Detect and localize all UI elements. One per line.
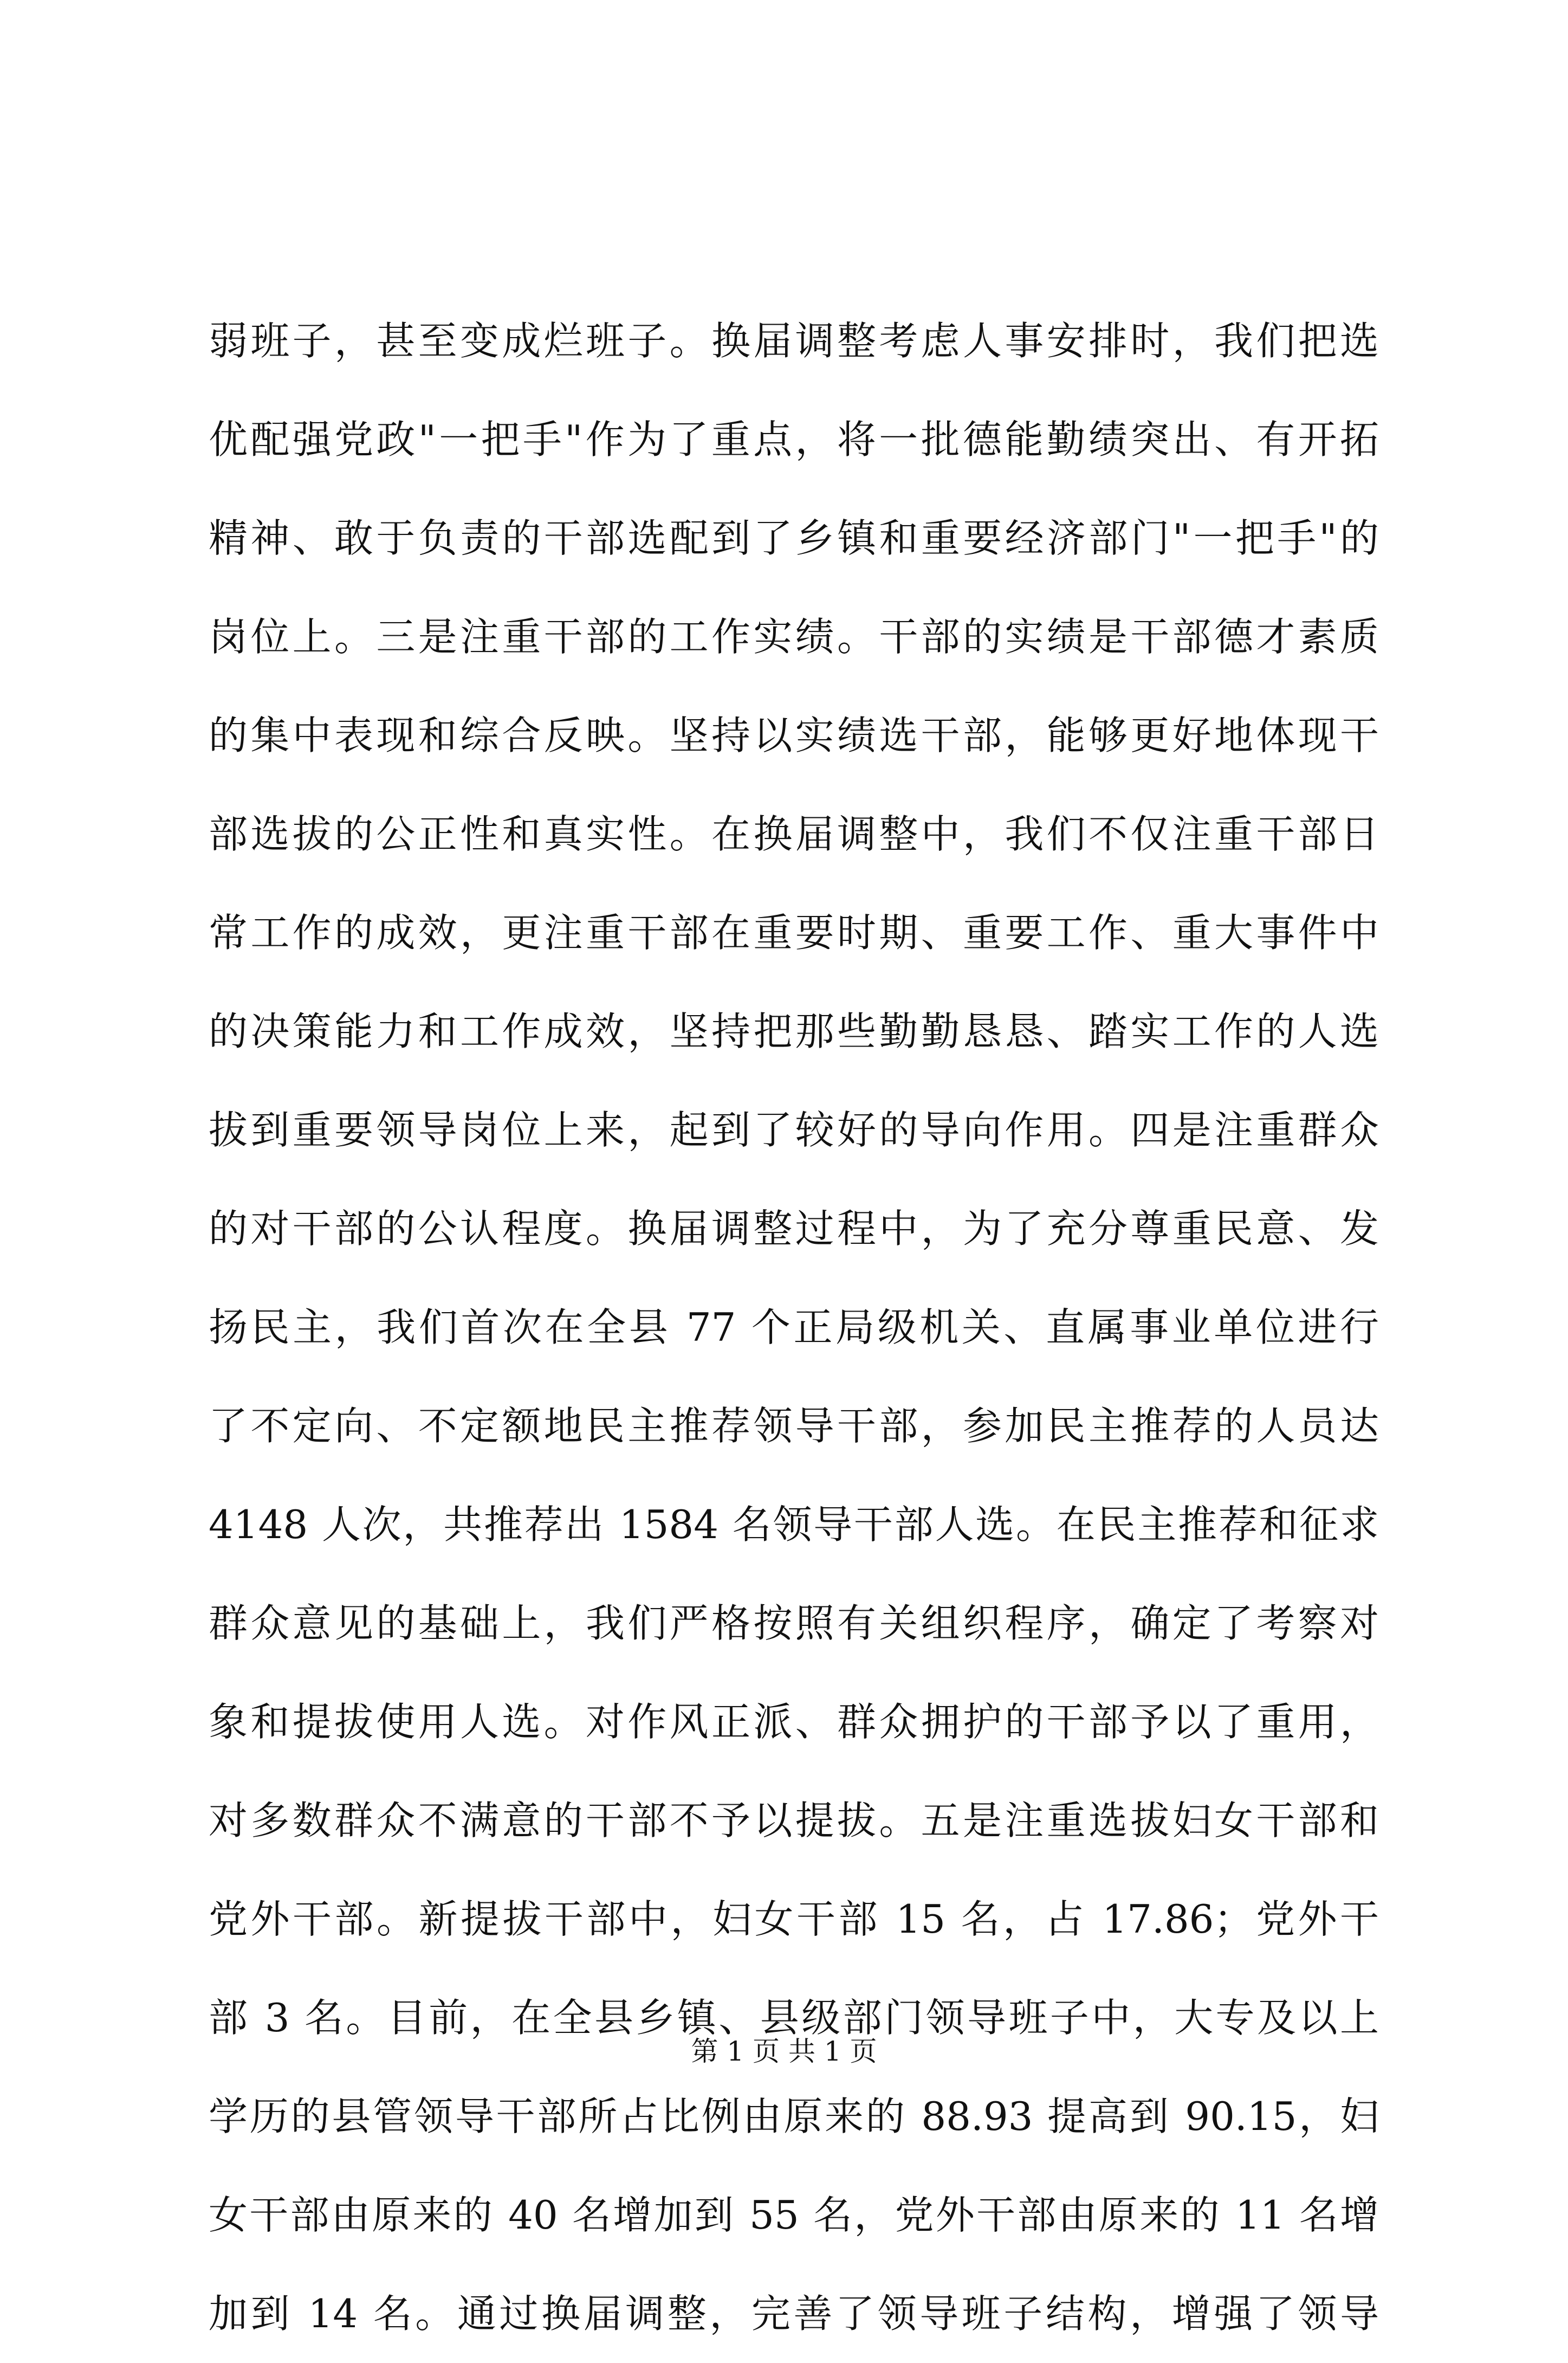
text-line: 岗位上。三是注重干部的工作实绩。干部的实绩是干部德才素质 [209, 614, 1379, 660]
text-line: 的决策能力和工作成效，坚持把那些勤勤恳恳、踏实工作的人选 [209, 1009, 1379, 1054]
text-line: 了不定向、不定额地民主推荐领导干部，参加民主推荐的人员达 [209, 1403, 1379, 1449]
text-line: 4148 人次，共推荐出 1584 名领导干部人选。在民主推荐和征求 [209, 1502, 1379, 1547]
text-line: 学历的县管领导干部所占比例由原来的 88.93 提高到 90.15，妇 [209, 2094, 1379, 2139]
text-line: 女干部由原来的 40 名增加到 55 名，党外干部由原来的 11 名增 [209, 2192, 1379, 2238]
text-line: 的集中表现和综合反映。坚持以实绩选干部，能够更好地体现干 [209, 713, 1379, 758]
text-line: 象和提拔使用人选。对作风正派、群众拥护的干部予以了重用， [209, 1699, 1379, 1745]
text-line: 党外干部。新提拔干部中，妇女干部 15 名，占 17.86；党外干 [209, 1896, 1379, 1942]
text-line: 加到 14 名。通过换届调整，完善了领导班子结构，增强了领导 [209, 2291, 1379, 2336]
page-footer [0, 2030, 1568, 2073]
text-line: 群众意见的基础上，我们严格按照有关组织程序，确定了考察对 [209, 1600, 1379, 1646]
text-line: 对多数群众不满意的干部不予以提拔。五是注重选拔妇女干部和 [209, 1798, 1379, 1843]
page-number: 第 1 页 共 1 页 [691, 2036, 877, 2067]
text-line: 精神、敢于负责的干部选配到了乡镇和重要经济部门"一把手"的 [209, 515, 1379, 561]
text-line: 的对干部的公认程度。换届调整过程中，为了充分尊重民意、发 [209, 1206, 1379, 1251]
text-line: 部 3 名。目前，在全县乡镇、县级部门领导班子中，大专及以上 [209, 1995, 1379, 2041]
text-line: 常工作的成效，更注重干部在重要时期、重要工作、重大事件中 [209, 910, 1379, 955]
text-line: 扬民主，我们首次在全县 77 个正局级机关、直属事业单位进行 [209, 1305, 1379, 1350]
text-line: 拔到重要领导岗位上来，起到了较好的导向作用。四是注重群众 [209, 1107, 1379, 1153]
text-line: 弱班子，甚至变成烂班子。换届调整考虑人事安排时，我们把选 [209, 318, 1379, 364]
text-line: 部选拔的公正性和真实性。在换届调整中，我们不仅注重干部日 [209, 811, 1379, 857]
text-line: 优配强党政"一把手"作为了重点，将一批德能勤绩突出、有开拓 [209, 417, 1379, 462]
